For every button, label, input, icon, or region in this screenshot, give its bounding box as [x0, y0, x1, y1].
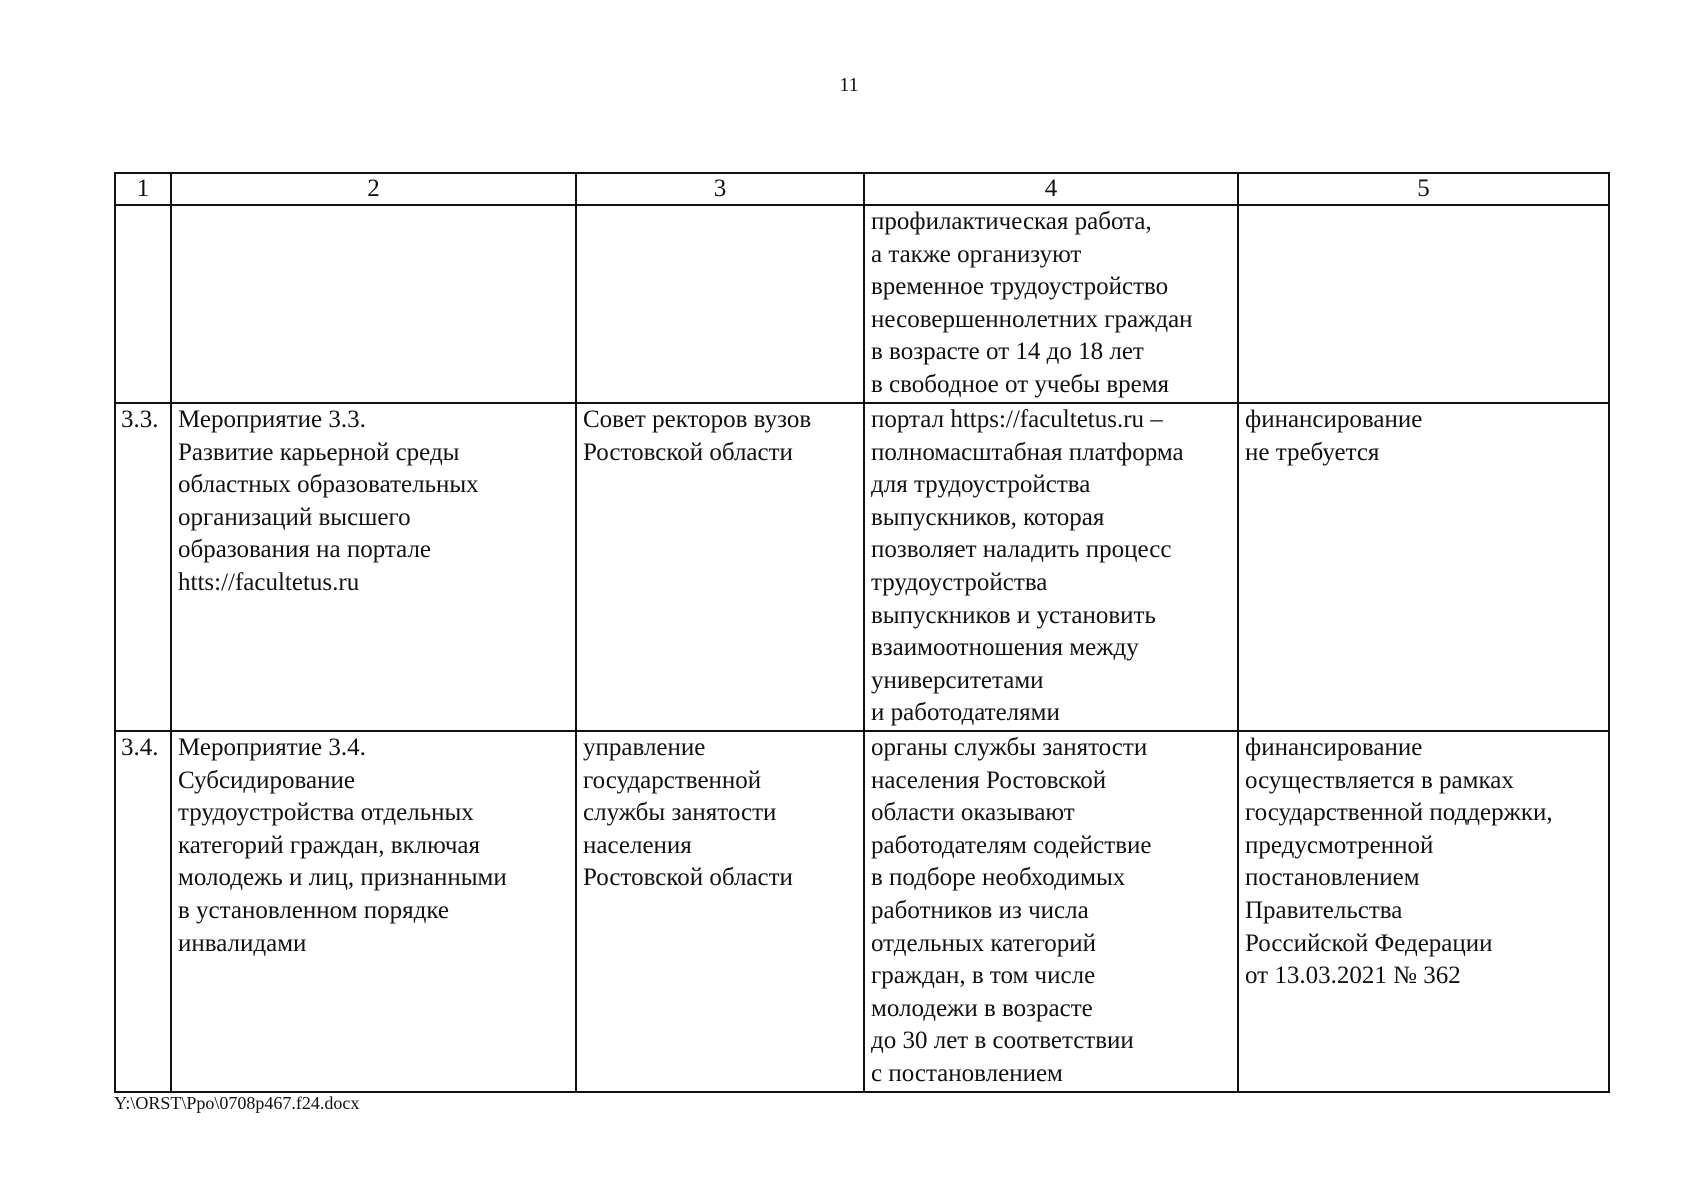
- description-cell: портал https://facultetus.ru – полномасштабная платформа для трудоустройства выпускников, которая позволяет наладить процесс трудоустройства выпускников и установить взаимоотношения между университетами и работодателями: [864, 403, 1238, 731]
- column-header-1: 1: [115, 173, 171, 205]
- measures-table: [114, 172, 1610, 1093]
- row-number-cell: 3.3.: [115, 403, 171, 731]
- table-header-row: [115, 173, 1609, 205]
- event-cell: Мероприятие 3.4. Субсидирование трудоустройства отдельных категорий граждан, включая молодежь и лиц, признанными в установленном порядке инвалидами: [171, 731, 576, 1092]
- column-header-5: 5: [1238, 173, 1609, 205]
- row-number-cell: 3.4.: [115, 731, 171, 1092]
- responsible-cell: [576, 205, 864, 403]
- responsible-cell: управление государственной службы занятости населения Ростовской области: [576, 731, 864, 1092]
- event-cell: Мероприятие 3.3. Развитие карьерной среды областных образовательных организаций высшего образования на портале htts://facultetus.ru: [171, 403, 576, 731]
- row-number-cell: [115, 205, 171, 403]
- page-number: 11: [839, 74, 859, 96]
- column-header-2: 2: [171, 173, 576, 205]
- description-cell: профилактическая работа, а также организуют временное трудоустройство несовершеннолетних граждан в возрасте от 14 до 18 лет в свободное от учебы время: [864, 205, 1238, 403]
- table-row: [115, 205, 1609, 403]
- event-cell: [171, 205, 576, 403]
- financing-cell: финансирование осуществляется в рамках государственной поддержки, предусмотренной постановлением Правительства Российской Федерации от 13.03.2021 № 362: [1238, 731, 1609, 1092]
- financing-cell: финансирование не требуется: [1238, 403, 1609, 731]
- table-row: [115, 403, 1609, 731]
- column-header-3: 3: [576, 173, 864, 205]
- column-header-4: 4: [864, 173, 1238, 205]
- description-cell: органы службы занятости населения Ростовской области оказывают работодателям содействие в подборе необходимых работников из числа отдельных категорий граждан, в том числе молодежи в возрасте до 30 лет в соответствии с постановлением: [864, 731, 1238, 1092]
- table-row: [115, 731, 1609, 1092]
- financing-cell: [1238, 205, 1609, 403]
- file-path-footer: Y:\ORST\Ppo\0708p467.f24.docx: [114, 1093, 360, 1113]
- responsible-cell: Совет ректоров вузов Ростовской области: [576, 403, 864, 731]
